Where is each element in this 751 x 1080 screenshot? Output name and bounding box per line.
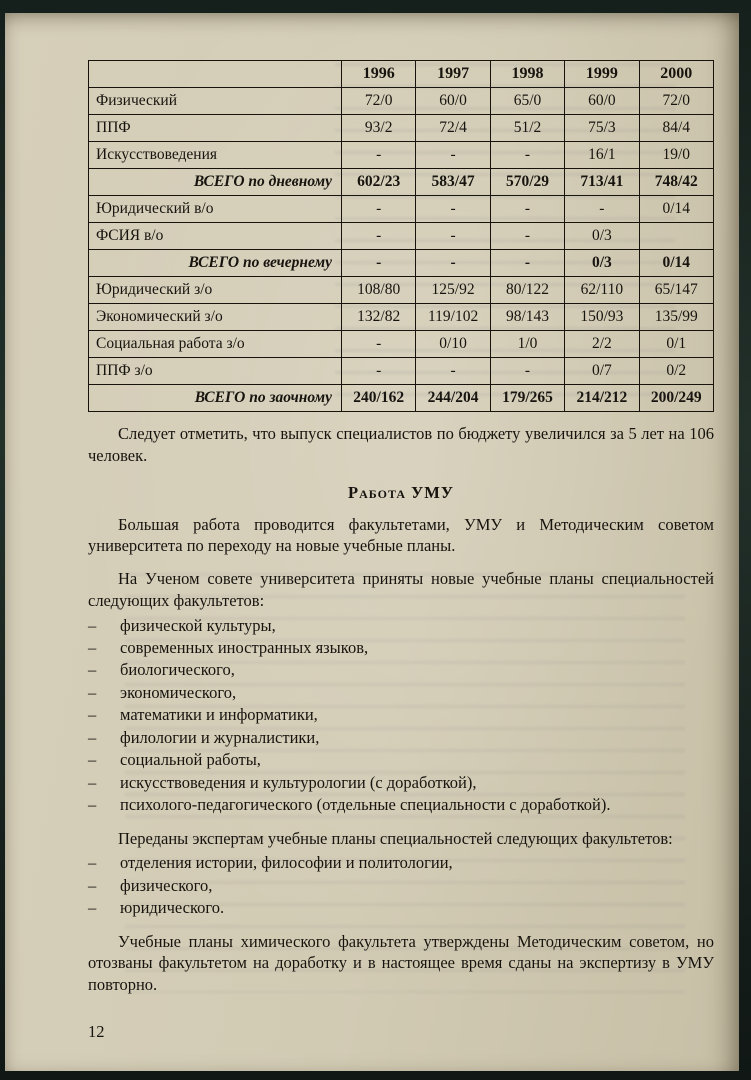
list-item xyxy=(88,749,714,771)
value-cell: 602/23 xyxy=(342,169,416,196)
year-header: 1996 xyxy=(342,61,416,88)
value-cell: 0/7 xyxy=(565,358,639,385)
value-cell: 150/93 xyxy=(565,304,639,331)
value-cell xyxy=(639,223,713,250)
value-cell: - xyxy=(416,223,490,250)
value-cell: 570/29 xyxy=(490,169,564,196)
value-cell: - xyxy=(490,250,564,277)
list-item-text: экономического, xyxy=(120,682,237,702)
table-row xyxy=(89,277,714,304)
value-cell: 75/3 xyxy=(565,115,639,142)
dash-marker: – xyxy=(88,795,97,815)
value-cell: 0/1 xyxy=(639,331,713,358)
value-cell: 60/0 xyxy=(416,88,490,115)
row-label: Социальная работа з/о xyxy=(89,331,342,358)
value-cell: 748/42 xyxy=(639,169,713,196)
list-item-text: социальной работы, xyxy=(120,750,261,770)
year-header: 1999 xyxy=(565,61,639,88)
list-item-text: математики и информатики, xyxy=(120,705,318,725)
list-item-text: филологии и журналистики, xyxy=(120,727,320,747)
value-cell: 60/0 xyxy=(565,88,639,115)
row-label-header xyxy=(89,61,342,88)
year-header: 1998 xyxy=(490,61,564,88)
dash-marker: – xyxy=(88,638,97,658)
value-cell: - xyxy=(416,250,490,277)
table-row xyxy=(89,196,714,223)
list-item-text: искусствоведения и культурологии (с доработкой), xyxy=(120,772,477,792)
table-row xyxy=(89,304,714,331)
value-cell: 65/0 xyxy=(490,88,564,115)
list-item xyxy=(88,852,714,874)
value-cell: 0/10 xyxy=(416,331,490,358)
value-cell: - xyxy=(342,196,416,223)
dash-marker: – xyxy=(88,772,97,792)
table-row xyxy=(89,115,714,142)
dash-marker: – xyxy=(88,727,97,747)
list-item-text: биологического, xyxy=(120,660,235,680)
paragraph-umu-work: Большая работа проводится факультетами, УМУ и Методическим советом университета по переходу на новые учебные планы. xyxy=(88,514,714,556)
value-cell: 72/4 xyxy=(416,115,490,142)
row-label: Экономический з/о xyxy=(89,304,342,331)
page-number: 12 xyxy=(88,1021,105,1041)
row-label: Юридический в/о xyxy=(89,196,342,223)
value-cell: - xyxy=(416,358,490,385)
row-label: Юридический з/о xyxy=(89,277,342,304)
value-cell: - xyxy=(342,358,416,385)
value-cell: 62/110 xyxy=(565,277,639,304)
table-body xyxy=(89,88,714,412)
value-cell: 240/162 xyxy=(342,385,416,412)
list-item xyxy=(88,727,714,749)
value-cell: - xyxy=(565,196,639,223)
list-item-text: современных иностранных языков, xyxy=(120,638,369,658)
table-row xyxy=(89,223,714,250)
value-cell: 80/122 xyxy=(490,277,564,304)
value-cell: - xyxy=(490,142,564,169)
list-item xyxy=(88,704,714,726)
value-cell: 132/82 xyxy=(342,304,416,331)
value-cell: - xyxy=(416,142,490,169)
dash-marker: – xyxy=(88,615,97,635)
list-item-text: психолого-педагогического (отдельные специальности с доработкой). xyxy=(120,795,611,815)
value-cell: 0/14 xyxy=(639,196,713,223)
list-item-text: физического, xyxy=(120,875,213,895)
list-item xyxy=(88,772,714,794)
value-cell: 2/2 xyxy=(565,331,639,358)
value-cell: - xyxy=(490,358,564,385)
dash-marker: – xyxy=(88,682,97,702)
value-cell: 108/80 xyxy=(342,277,416,304)
value-cell: 84/4 xyxy=(639,115,713,142)
paragraph-experts: Переданы экспертам учебные планы специальностей следующих факультетов: xyxy=(118,828,673,848)
table-row xyxy=(89,142,714,169)
table-row xyxy=(89,169,714,196)
value-cell: - xyxy=(342,142,416,169)
year-header: 1997 xyxy=(416,61,490,88)
table-row xyxy=(89,88,714,115)
dash-marker: – xyxy=(88,705,97,725)
dash-marker: – xyxy=(88,875,97,895)
row-label: ППФ з/о xyxy=(89,358,342,385)
value-cell: - xyxy=(490,223,564,250)
value-cell: 72/0 xyxy=(342,88,416,115)
year-header: 2000 xyxy=(639,61,713,88)
value-cell: 98/143 xyxy=(490,304,564,331)
list-item xyxy=(88,637,714,659)
row-label: ФСИЯ в/о xyxy=(89,223,342,250)
value-cell: 0/14 xyxy=(639,250,713,277)
value-cell: 244/204 xyxy=(416,385,490,412)
dash-marker: – xyxy=(88,898,97,918)
list-item xyxy=(88,897,714,919)
section-heading: Работа УМУ xyxy=(348,482,454,502)
list-item xyxy=(88,794,714,816)
list-item xyxy=(88,659,714,681)
value-cell: 0/3 xyxy=(565,250,639,277)
list-item xyxy=(88,615,714,637)
table-row xyxy=(89,250,714,277)
paragraph-summary: Следует отметить, что выпуск специалистов по бюджету увеличился за 5 лет на 106 человек. xyxy=(88,424,714,465)
table-header-row xyxy=(89,61,714,88)
list-item-text: отделения истории, философии и политологии, xyxy=(120,853,453,873)
value-cell: 19/0 xyxy=(639,142,713,169)
value-cell: 93/2 xyxy=(342,115,416,142)
row-label: ВСЕГО по вечернему xyxy=(89,250,342,277)
table-row xyxy=(89,358,714,385)
value-cell: - xyxy=(490,196,564,223)
value-cell: 16/1 xyxy=(565,142,639,169)
value-cell: 713/41 xyxy=(565,169,639,196)
list-item xyxy=(88,875,714,897)
list-item-text: юридического. xyxy=(120,898,225,918)
value-cell: - xyxy=(342,250,416,277)
dash-marker: – xyxy=(88,750,97,770)
paper xyxy=(5,13,739,1071)
table-row xyxy=(89,331,714,358)
paragraph-new-plans: На Ученом совете университета приняты новые учебные планы специальностей следующих факультетов: xyxy=(88,569,714,610)
row-label: ВСЕГО по заочному xyxy=(89,385,342,412)
value-cell: - xyxy=(342,223,416,250)
faculties-list-sent xyxy=(88,852,714,919)
value-cell: 0/2 xyxy=(639,358,713,385)
row-label: Физический xyxy=(89,88,342,115)
table-head xyxy=(89,61,714,88)
table-row xyxy=(89,385,714,412)
value-cell: 72/0 xyxy=(639,88,713,115)
row-label: ВСЕГО по дневному xyxy=(89,169,342,196)
value-cell: 65/147 xyxy=(639,277,713,304)
value-cell: 214/212 xyxy=(565,385,639,412)
faculties-list-approved xyxy=(88,615,714,817)
row-label: Искусствоведения xyxy=(89,142,342,169)
value-cell: 125/92 xyxy=(416,277,490,304)
dash-marker: – xyxy=(88,660,97,680)
value-cell: 119/102 xyxy=(416,304,490,331)
list-item-text: физической культуры, xyxy=(120,615,276,635)
value-cell: 135/99 xyxy=(639,304,713,331)
value-cell: - xyxy=(342,331,416,358)
paragraph-chemistry: Учебные планы химического факультета утверждены Методическим советом, но отозваны факультетом на доработку и в настоящее время сданы на экспертизу в УМУ повторно. xyxy=(88,931,714,995)
value-cell: 200/249 xyxy=(639,385,713,412)
graduates-table xyxy=(88,60,714,412)
value-cell: 51/2 xyxy=(490,115,564,142)
list-item xyxy=(88,682,714,704)
row-label: ППФ xyxy=(89,115,342,142)
value-cell: - xyxy=(416,196,490,223)
value-cell: 179/265 xyxy=(490,385,564,412)
value-cell: 583/47 xyxy=(416,169,490,196)
dash-marker: – xyxy=(88,853,97,873)
value-cell: 0/3 xyxy=(565,223,639,250)
value-cell: 1/0 xyxy=(490,331,564,358)
